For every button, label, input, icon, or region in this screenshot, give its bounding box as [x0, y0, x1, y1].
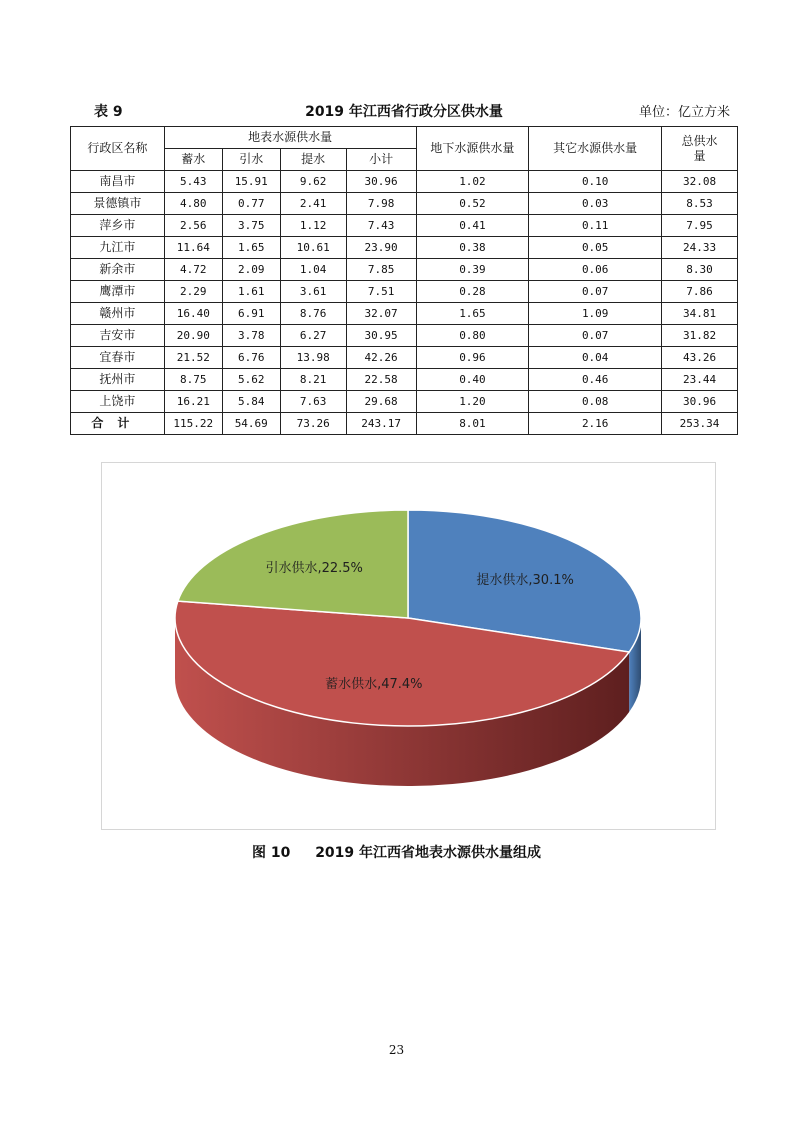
table-row — [71, 237, 738, 259]
table-row — [71, 303, 738, 325]
value-cell: 9.62 — [280, 171, 346, 193]
value-cell: 0.96 — [416, 347, 529, 369]
table-title: 2019 年江西省行政分区供水量 — [305, 104, 503, 120]
figure-label: 图 10 — [251, 845, 291, 861]
value-cell: 0.08 — [529, 391, 662, 413]
table-unit: 单位：亿立方米 — [638, 105, 730, 120]
value-cell: 0.52 — [416, 193, 529, 215]
value-cell: 0.04 — [529, 347, 662, 369]
value-cell: 7.85 — [346, 259, 416, 281]
value-cell: 1.04 — [280, 259, 346, 281]
value-cell: 4.72 — [164, 259, 222, 281]
pie-label-2: 引水供水,22.5% — [265, 561, 363, 577]
figure-title: 2019 年江西省地表水源供水量组成 — [315, 845, 542, 861]
figure-caption — [0, 842, 793, 862]
value-cell: 115.22 — [164, 413, 222, 435]
header-diversion: 引水 — [222, 149, 280, 171]
region-name-cell: 南昌市 — [71, 171, 165, 193]
value-cell: 42.26 — [346, 347, 416, 369]
page-number: 23 — [388, 1043, 405, 1057]
value-cell: 8.53 — [662, 193, 738, 215]
region-name-cell: 九江市 — [71, 237, 165, 259]
header-region: 行政区名称 — [71, 127, 165, 171]
value-cell: 23.90 — [346, 237, 416, 259]
region-name-cell: 萍乡市 — [71, 215, 165, 237]
value-cell: 7.43 — [346, 215, 416, 237]
value-cell: 0.07 — [529, 281, 662, 303]
region-name-cell: 宜春市 — [71, 347, 165, 369]
value-cell: 10.61 — [280, 237, 346, 259]
value-cell: 6.27 — [280, 325, 346, 347]
value-cell: 3.61 — [280, 281, 346, 303]
table-label: 表 9 — [94, 104, 123, 120]
header-total — [662, 127, 738, 171]
value-cell: 32.07 — [346, 303, 416, 325]
table-row — [71, 259, 738, 281]
region-name-cell: 鹰潭市 — [71, 281, 165, 303]
value-cell: 20.90 — [164, 325, 222, 347]
value-cell: 1.12 — [280, 215, 346, 237]
value-cell: 1.61 — [222, 281, 280, 303]
value-cell: 0.40 — [416, 369, 529, 391]
pie-label-1: 蓄水供水,47.4% — [325, 677, 423, 693]
value-cell: 13.98 — [280, 347, 346, 369]
value-cell: 6.91 — [222, 303, 280, 325]
value-cell: 30.96 — [346, 171, 416, 193]
table-total-row — [71, 413, 738, 435]
value-cell: 7.51 — [346, 281, 416, 303]
pie-label-0: 提水供水,30.1% — [476, 572, 574, 588]
value-cell: 43.26 — [662, 347, 738, 369]
value-cell: 1.20 — [416, 391, 529, 413]
value-cell: 0.05 — [529, 237, 662, 259]
table-row — [71, 171, 738, 193]
value-cell: 253.34 — [662, 413, 738, 435]
header-other: 其它水源供水量 — [529, 127, 662, 171]
value-cell: 1.02 — [416, 171, 529, 193]
value-cell: 3.78 — [222, 325, 280, 347]
value-cell: 5.62 — [222, 369, 280, 391]
pie-chart-svg — [102, 463, 715, 829]
value-cell: 30.95 — [346, 325, 416, 347]
table-row — [71, 281, 738, 303]
value-cell: 73.26 — [280, 413, 346, 435]
value-cell: 1.65 — [416, 303, 529, 325]
value-cell: 0.80 — [416, 325, 529, 347]
value-cell: 7.98 — [346, 193, 416, 215]
region-name-cell: 赣州市 — [71, 303, 165, 325]
value-cell: 3.75 — [222, 215, 280, 237]
value-cell: 5.43 — [164, 171, 222, 193]
value-cell: 16.21 — [164, 391, 222, 413]
value-cell: 243.17 — [346, 413, 416, 435]
value-cell: 22.58 — [346, 369, 416, 391]
value-cell: 16.40 — [164, 303, 222, 325]
value-cell: 7.95 — [662, 215, 738, 237]
value-cell: 1.09 — [529, 303, 662, 325]
value-cell: 29.68 — [346, 391, 416, 413]
value-cell: 0.28 — [416, 281, 529, 303]
value-cell: 2.16 — [529, 413, 662, 435]
value-cell: 8.76 — [280, 303, 346, 325]
value-cell: 0.10 — [529, 171, 662, 193]
table-row — [71, 391, 738, 413]
region-name-cell: 合计 — [71, 413, 165, 435]
header-total-line2: 量 — [693, 148, 706, 163]
value-cell: 54.69 — [222, 413, 280, 435]
header-subtotal: 小计 — [346, 149, 416, 171]
region-name-cell: 抚州市 — [71, 369, 165, 391]
region-name-cell: 新余市 — [71, 259, 165, 281]
value-cell: 0.07 — [529, 325, 662, 347]
value-cell: 4.80 — [164, 193, 222, 215]
value-cell: 23.44 — [662, 369, 738, 391]
table-caption — [70, 99, 738, 123]
value-cell: 32.08 — [662, 171, 738, 193]
value-cell: 0.46 — [529, 369, 662, 391]
value-cell: 0.41 — [416, 215, 529, 237]
header-storage: 蓄水 — [164, 149, 222, 171]
value-cell: 30.96 — [662, 391, 738, 413]
value-cell: 24.33 — [662, 237, 738, 259]
value-cell: 2.29 — [164, 281, 222, 303]
value-cell: 7.63 — [280, 391, 346, 413]
table-row — [71, 347, 738, 369]
region-name-cell: 吉安市 — [71, 325, 165, 347]
value-cell: 2.56 — [164, 215, 222, 237]
value-cell: 1.65 — [222, 237, 280, 259]
value-cell: 6.76 — [222, 347, 280, 369]
value-cell: 2.09 — [222, 259, 280, 281]
value-cell: 11.64 — [164, 237, 222, 259]
value-cell: 0.11 — [529, 215, 662, 237]
value-cell: 0.39 — [416, 259, 529, 281]
value-cell: 31.82 — [662, 325, 738, 347]
value-cell: 21.52 — [164, 347, 222, 369]
value-cell: 0.03 — [529, 193, 662, 215]
value-cell: 8.21 — [280, 369, 346, 391]
value-cell: 0.06 — [529, 259, 662, 281]
table-row — [71, 193, 738, 215]
value-cell: 8.01 — [416, 413, 529, 435]
value-cell: 7.86 — [662, 281, 738, 303]
header-total-line1: 总供水 — [681, 134, 718, 149]
value-cell: 34.81 — [662, 303, 738, 325]
header-lifting: 提水 — [280, 149, 346, 171]
value-cell: 5.84 — [222, 391, 280, 413]
value-cell: 0.77 — [222, 193, 280, 215]
table-row — [71, 215, 738, 237]
header-ground: 地下水源供水量 — [416, 127, 529, 171]
value-cell: 0.38 — [416, 237, 529, 259]
pie-chart — [101, 462, 716, 830]
value-cell: 8.75 — [164, 369, 222, 391]
region-name-cell: 景德镇市 — [71, 193, 165, 215]
table-row — [71, 325, 738, 347]
value-cell: 15.91 — [222, 171, 280, 193]
water-supply-table — [70, 126, 738, 435]
table-row — [71, 369, 738, 391]
value-cell: 8.30 — [662, 259, 738, 281]
value-cell: 2.41 — [280, 193, 346, 215]
region-name-cell: 上饶市 — [71, 391, 165, 413]
header-surface: 地表水源供水量 — [164, 127, 416, 149]
